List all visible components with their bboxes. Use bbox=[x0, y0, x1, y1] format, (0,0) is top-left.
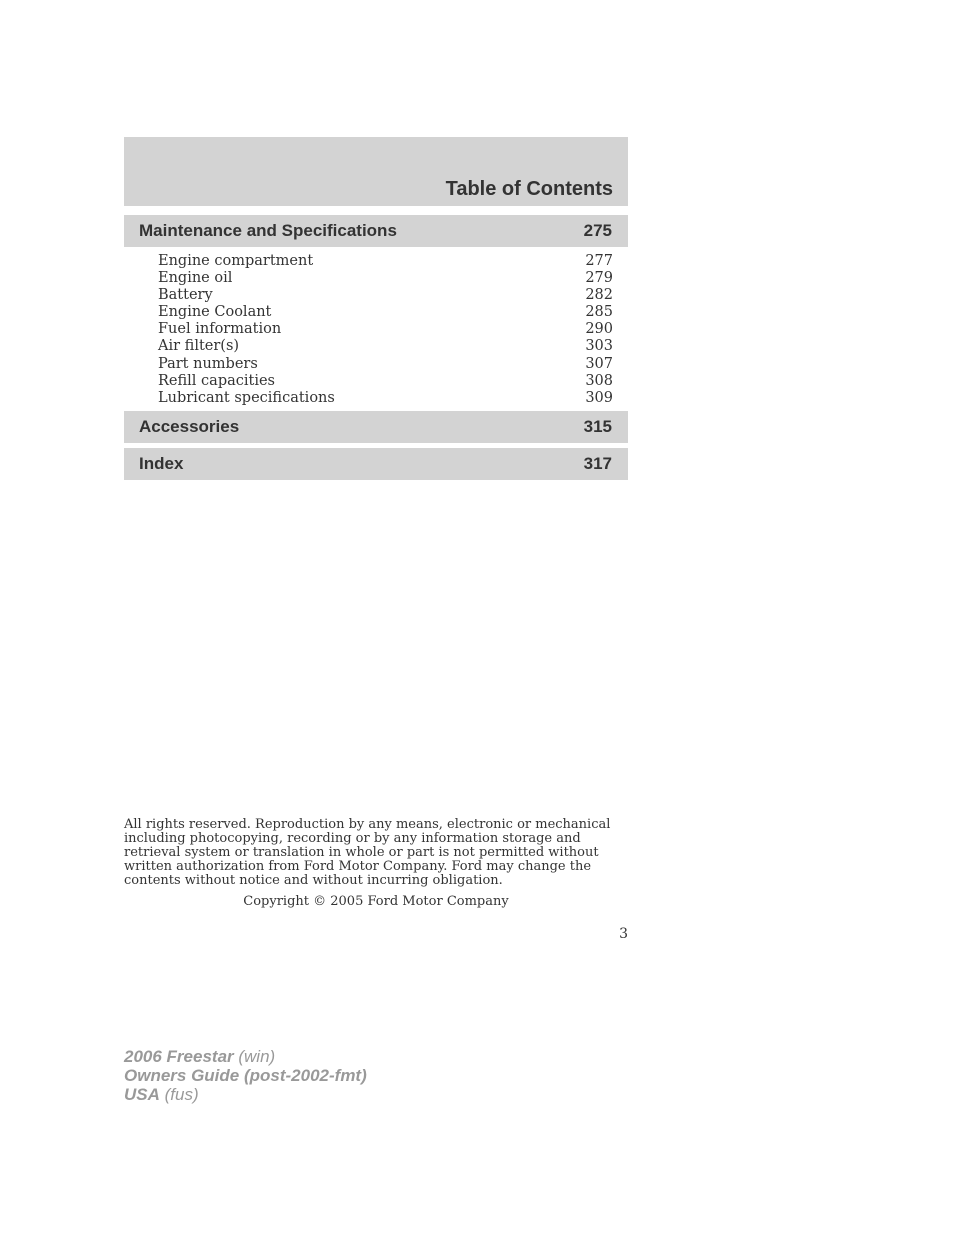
toc-subsection-label: Fuel information bbox=[158, 321, 282, 338]
toc-header-band bbox=[124, 137, 628, 206]
toc-subsection-label: Engine Coolant bbox=[158, 304, 272, 321]
toc-subsection-engine-compartment[interactable] bbox=[158, 253, 613, 270]
toc-section-index[interactable] bbox=[124, 448, 628, 480]
toc-subsection-page: 279 bbox=[585, 270, 613, 287]
toc-subsection-lubricant-specifications[interactable] bbox=[158, 390, 613, 407]
document-footer bbox=[124, 1047, 367, 1104]
footer-line-model bbox=[124, 1047, 367, 1066]
toc-subsection-page: 309 bbox=[585, 389, 613, 406]
toc-subsection-fuel-information[interactable] bbox=[158, 321, 613, 338]
toc-section-page: 275 bbox=[583, 221, 612, 240]
toc-subsection-page: 285 bbox=[585, 304, 613, 321]
toc-section-page: 317 bbox=[583, 454, 612, 473]
toc-subsection-part-numbers[interactable] bbox=[158, 356, 613, 373]
toc-subsection-battery[interactable] bbox=[158, 287, 613, 304]
toc-subsection-label: Engine oil bbox=[158, 270, 233, 287]
toc-subsection-page: 290 bbox=[585, 321, 613, 338]
toc-subsection-page: 303 bbox=[585, 338, 613, 355]
toc-section-page: 315 bbox=[583, 417, 612, 436]
toc-subsection-label: Part numbers bbox=[158, 355, 258, 372]
footer-market-name: USA bbox=[124, 1085, 160, 1104]
toc-subsection-page: 307 bbox=[585, 355, 613, 372]
toc-section-maintenance[interactable] bbox=[124, 215, 628, 247]
toc-subsection-page: 277 bbox=[585, 253, 613, 269]
toc-subsection-engine-oil[interactable] bbox=[158, 270, 613, 287]
toc-section-label: Maintenance and Specifications bbox=[139, 221, 397, 240]
page-title: Table of Contents bbox=[445, 178, 613, 200]
toc-subsection-label: Refill capacities bbox=[158, 372, 275, 389]
toc-subsection-air-filters[interactable] bbox=[158, 338, 613, 355]
copyright-line: Copyright © 2005 Ford Motor Company bbox=[243, 894, 509, 909]
footer-line-market bbox=[124, 1085, 367, 1104]
footer-model-name: 2006 Freestar bbox=[124, 1047, 234, 1066]
page-number: 3 bbox=[619, 926, 628, 942]
toc-subsection-page: 308 bbox=[585, 372, 613, 389]
footer-market-code: (fus) bbox=[159, 1085, 199, 1104]
legal-notice: All rights reserved. Reproduction by any means, electronic or mechanical including photocopying, recording or by any information storage and retrieval system or translation in whole or part is not permitted without written authorization from Ford Motor Company. Ford may change the contents without notice and without incurring obligation. bbox=[124, 817, 611, 888]
footer-line-guide: Owners Guide (post-2002-fmt) bbox=[124, 1066, 367, 1085]
toc-subsection-label: Battery bbox=[158, 287, 213, 304]
toc-subsection-label: Lubricant specifications bbox=[158, 389, 335, 406]
toc-subsection-list bbox=[158, 253, 613, 407]
toc-subsection-engine-coolant[interactable] bbox=[158, 304, 613, 321]
toc-subsection-refill-capacities[interactable] bbox=[158, 373, 613, 390]
footer-model-code: (win) bbox=[233, 1047, 276, 1066]
toc-subsection-label: Engine compartment bbox=[158, 253, 314, 269]
toc-subsection-page: 282 bbox=[585, 287, 613, 304]
toc-subsection-label: Air filter(s) bbox=[158, 338, 240, 355]
toc-section-accessories[interactable] bbox=[124, 411, 628, 443]
toc-section-label: Accessories bbox=[139, 417, 240, 436]
toc-section-label: Index bbox=[139, 454, 184, 473]
